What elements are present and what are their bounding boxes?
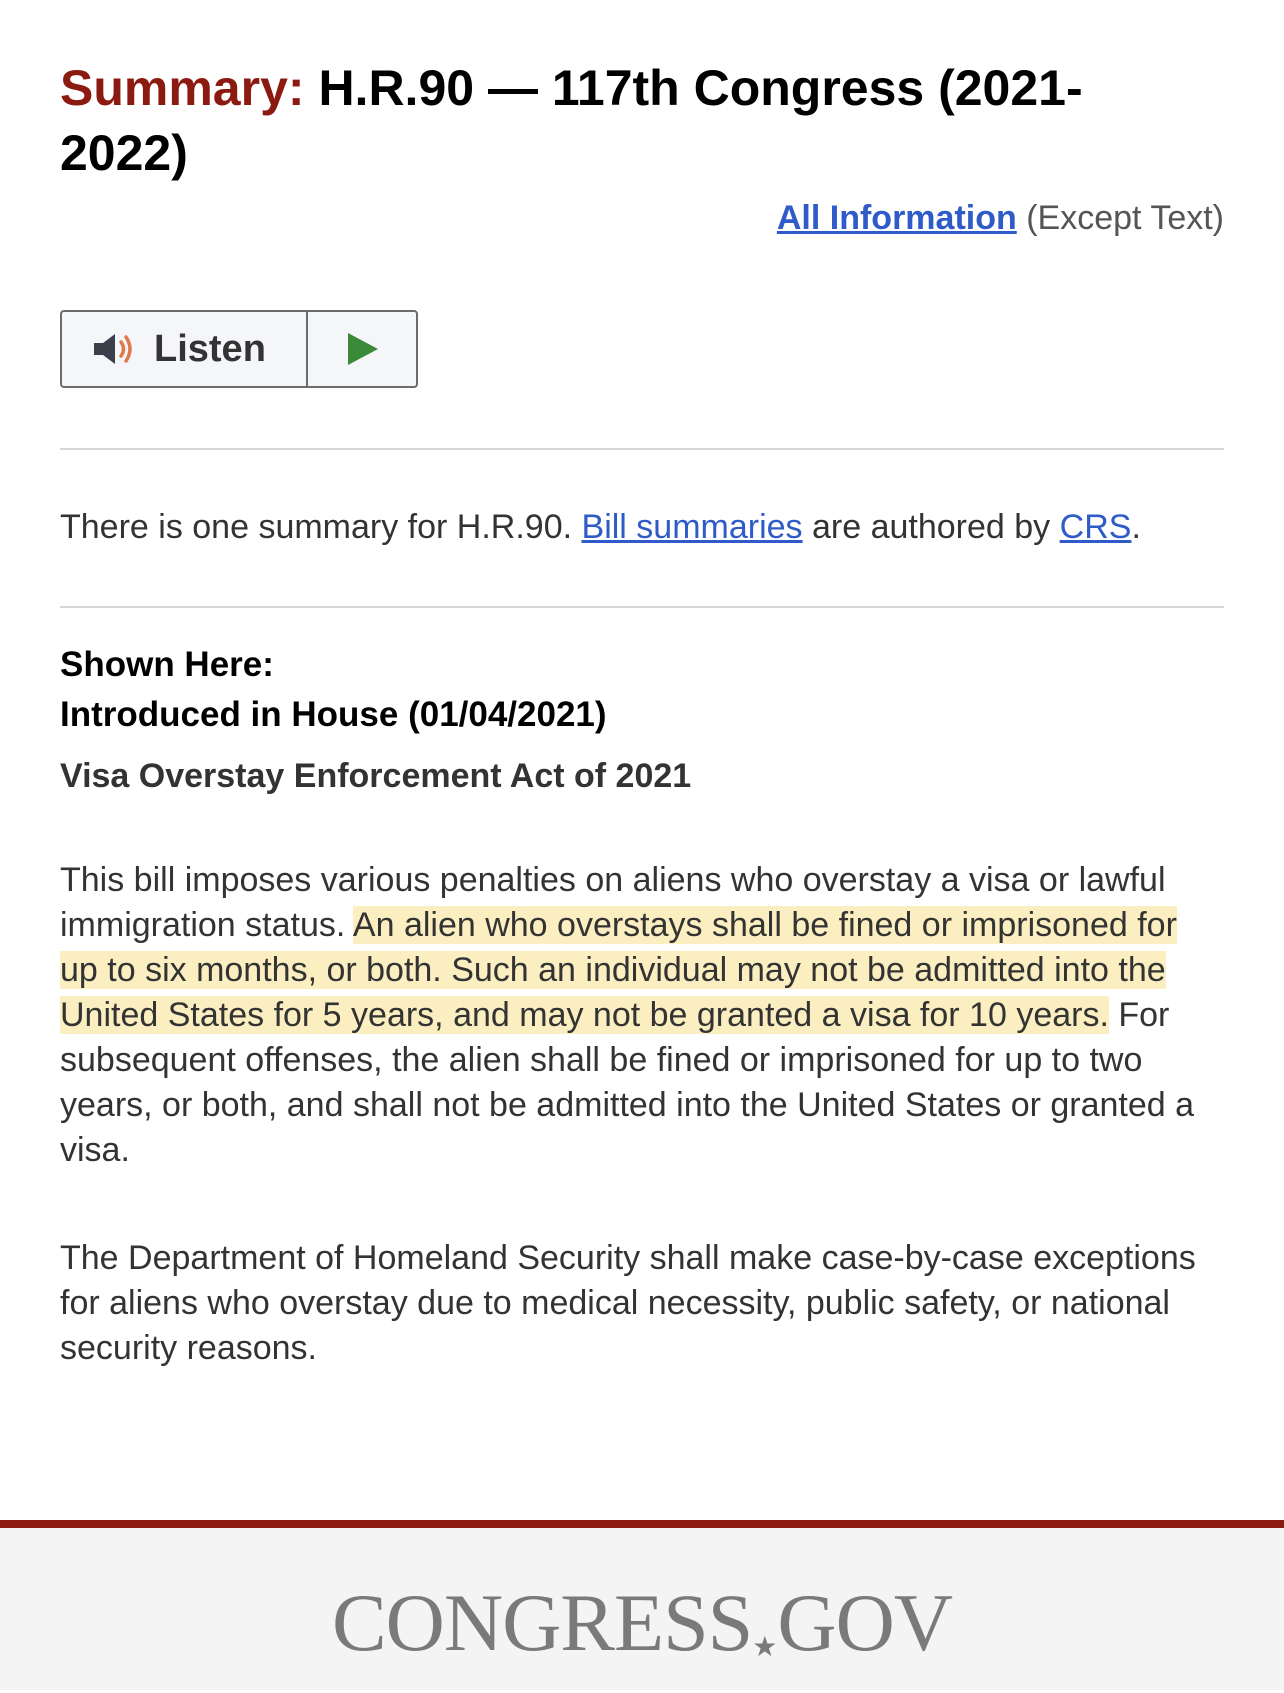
summary-paragraph-1: [60, 858, 1224, 1173]
title-prefix: Summary:: [60, 60, 305, 116]
paragraph-1-rest: For subsequent offenses, the alien shall be fined or imprisoned for up to two years, or both, and shall not be admitted into the United States or granted a visa.: [60, 996, 1195, 1169]
divider-top: [60, 448, 1224, 450]
authored-by-text: are authored by: [812, 508, 1051, 546]
all-information-line: [777, 198, 1224, 238]
all-information-link[interactable]: All Information: [776, 199, 1017, 237]
summary-paragraph-2: The Department of Homeland Security shall make case-by-case exceptions for aliens who overstay due to medical necessity, public safety, or national security reasons.: [60, 1239, 1196, 1367]
summary-count-line: [60, 506, 1141, 548]
crs-link[interactable]: CRS: [1059, 508, 1132, 546]
period: .: [1131, 508, 1141, 546]
play-icon: [344, 331, 380, 367]
act-title: Visa Overstay Enforcement Act of 2021: [60, 757, 692, 795]
paragraph-1-intro: This bill imposes various penalties on aliens who overstay a visa or lawful immigration status.: [60, 861, 1166, 944]
highlighted-text: An alien who overstays shall be fined or imprisoned for up to six months, or both. Such an individual may not be admitted into the United States for 5 years, and may not be granted a visa for 10 years.: [60, 906, 1177, 1034]
congress-gov-logo[interactable]: [0, 1578, 1284, 1693]
listen-widget: [60, 310, 418, 388]
bill-summaries-link[interactable]: Bill summaries: [581, 508, 803, 546]
speaker-icon: [92, 330, 140, 368]
listen-label: Listen: [154, 327, 266, 370]
listen-button[interactable]: [62, 312, 308, 386]
shown-here-heading: [60, 640, 607, 740]
summary-count-text: There is one summary for H.R.90.: [60, 508, 573, 546]
except-text-note: (Except Text): [1026, 199, 1224, 237]
divider-middle: [60, 606, 1224, 608]
footer: [0, 1528, 1284, 1690]
shown-here-label: Shown Here:: [60, 645, 274, 684]
version-label: Introduced in House (01/04/2021): [60, 695, 607, 734]
logo-text-congress: CONGRESS: [331, 1577, 753, 1668]
logo-text-gov: GOV: [777, 1577, 953, 1668]
footer-rule: [0, 1520, 1284, 1528]
page-title: [60, 56, 1180, 186]
star-icon: ★: [752, 1632, 778, 1663]
bill-title: H.R.90 — 117th Congress (2021-2022): [60, 60, 1083, 181]
play-button[interactable]: [308, 312, 416, 386]
